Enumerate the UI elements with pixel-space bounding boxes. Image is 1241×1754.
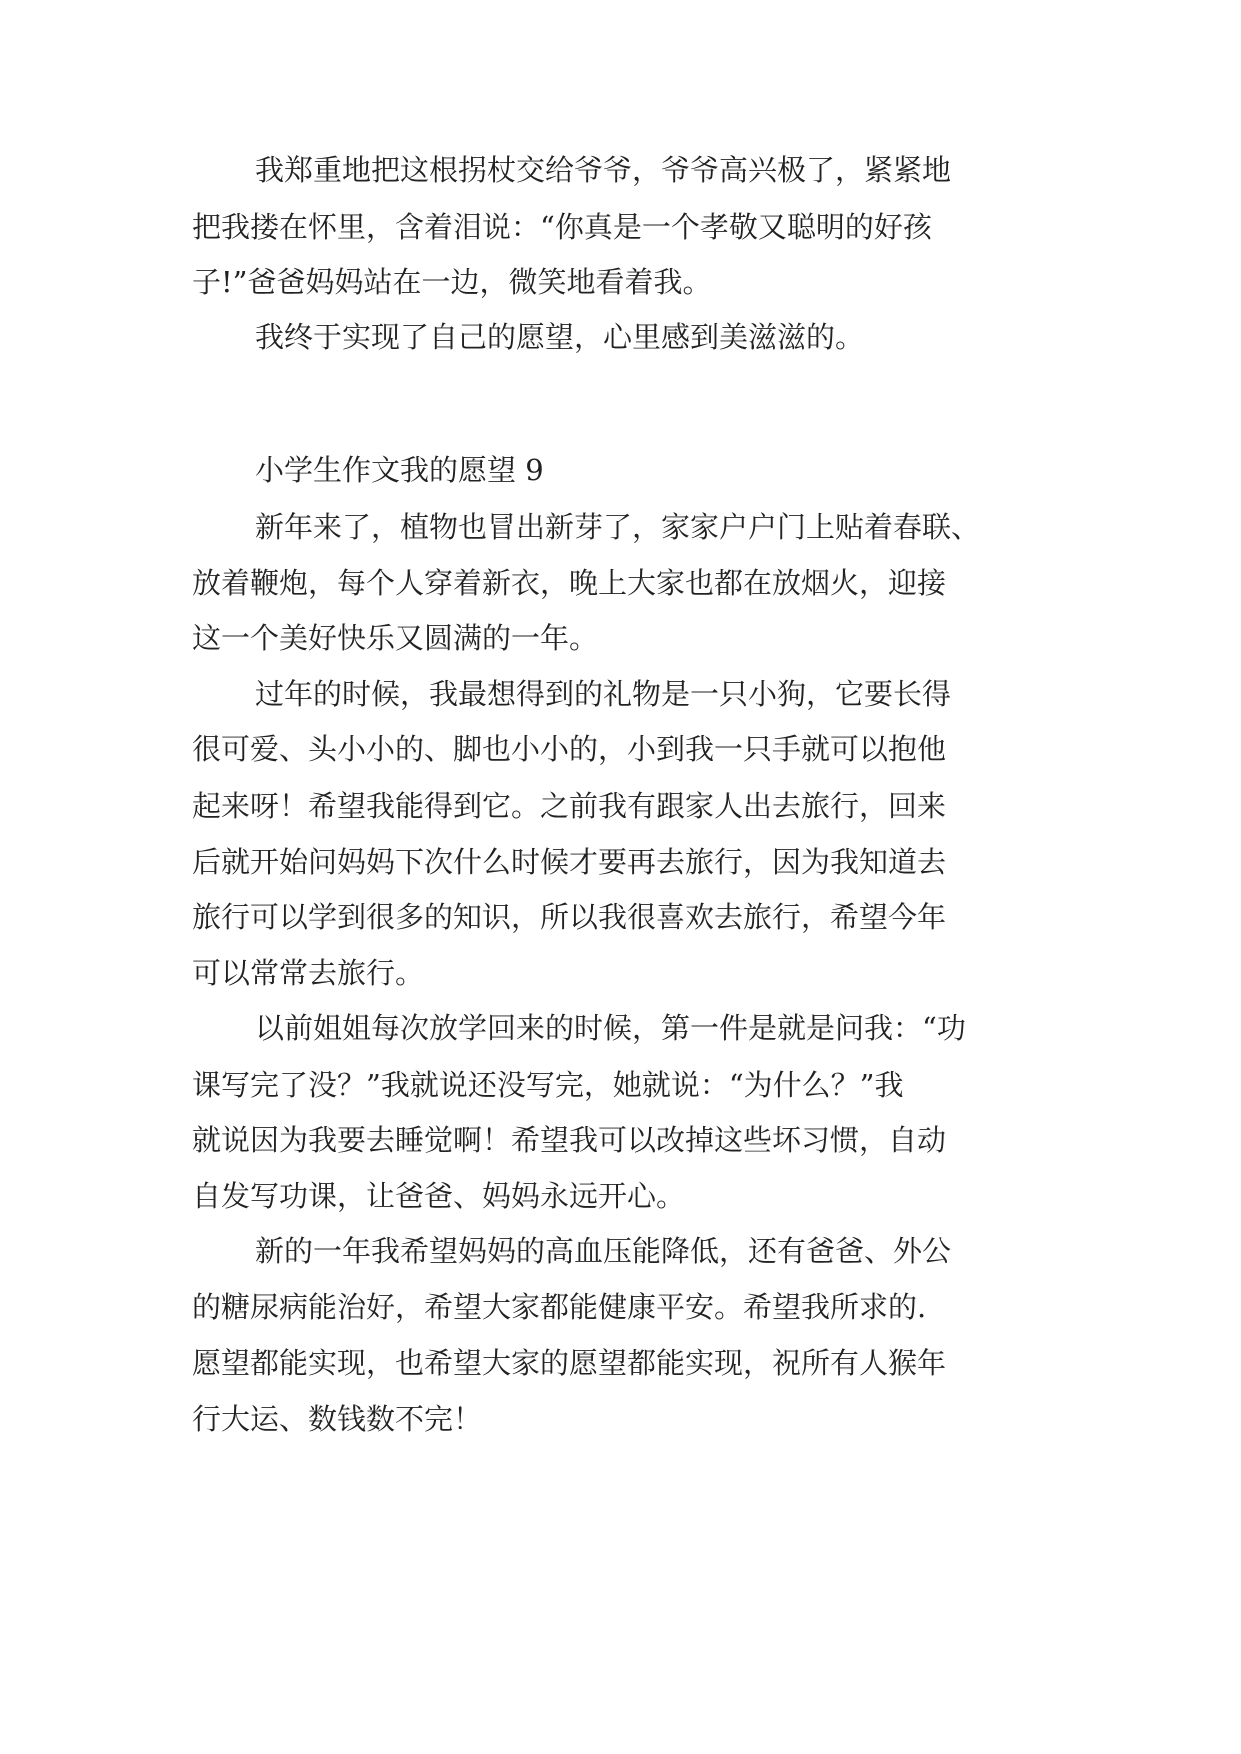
paragraph-line: 过年的时候，我最想得到的礼物是一只小狗，它要长得 [255, 677, 952, 711]
paragraph-line: 自发写功课，让爸爸、妈妈永远开心。 [192, 1179, 686, 1213]
paragraph-line: 这一个美好快乐又圆满的一年。 [192, 621, 599, 655]
paragraph-line: 新的一年我希望妈妈的高血压能降低，还有爸爸、外公 [255, 1234, 952, 1268]
paragraph-line: 起来呀！希望我能得到它。之前我有跟家人出去旅行，回来 [192, 789, 947, 823]
paragraph-line: 愿望都能实现，也希望大家的愿望都能实现，祝所有人猴年 [192, 1346, 947, 1380]
paragraph-line: 可以常常去旅行。 [192, 956, 425, 990]
paragraph-line: 旅行可以学到很多的知识，所以我很喜欢去旅行，希望今年 [192, 900, 947, 934]
paragraph-line: 以前姐姐每次放学回来的时候，第一件是就是问我：“功 [255, 1011, 966, 1045]
paragraph-line: 就说因为我要去睡觉啊！希望我可以改掉这些坏习惯，自动 [192, 1123, 947, 1157]
paragraph-line: 课写完了没？”我就说还没写完，她就说：“为什么？”我 [192, 1068, 904, 1102]
paragraph-line: 后就开始问妈妈下次什么时候才要再去旅行，因为我知道去 [192, 845, 947, 879]
paragraph-line: 行大运、数钱数不完！ [192, 1402, 483, 1436]
paragraph-line: 把我搂在怀里，含着泪说：“你真是一个孝敬又聪明的好孩 [192, 210, 932, 244]
paragraph-line: 的糖尿病能治好，希望大家都能健康平安。希望我所求的. [192, 1290, 927, 1324]
paragraph-line: 放着鞭炮，每个人穿着新衣，晚上大家也都在放烟火，迎接 [192, 566, 947, 600]
paragraph-line: 子!”爸爸妈妈站在一边，微笑地看着我。 [192, 265, 712, 299]
paragraph-line: 我终于实现了自己的愿望，心里感到美滋滋的。 [255, 320, 865, 354]
paragraph-line: 很可爱、头小小的、脚也小小的，小到我一只手就可以抱他 [192, 732, 947, 766]
paragraph-line: 新年来了，植物也冒出新芽了，家家户户门上贴着春联、 [255, 510, 981, 544]
paragraph-line: 我郑重地把这根拐杖交给爷爷，爷爷高兴极了，紧紧地 [255, 153, 952, 187]
section-heading: 小学生作文我的愿望 9 [255, 453, 544, 487]
